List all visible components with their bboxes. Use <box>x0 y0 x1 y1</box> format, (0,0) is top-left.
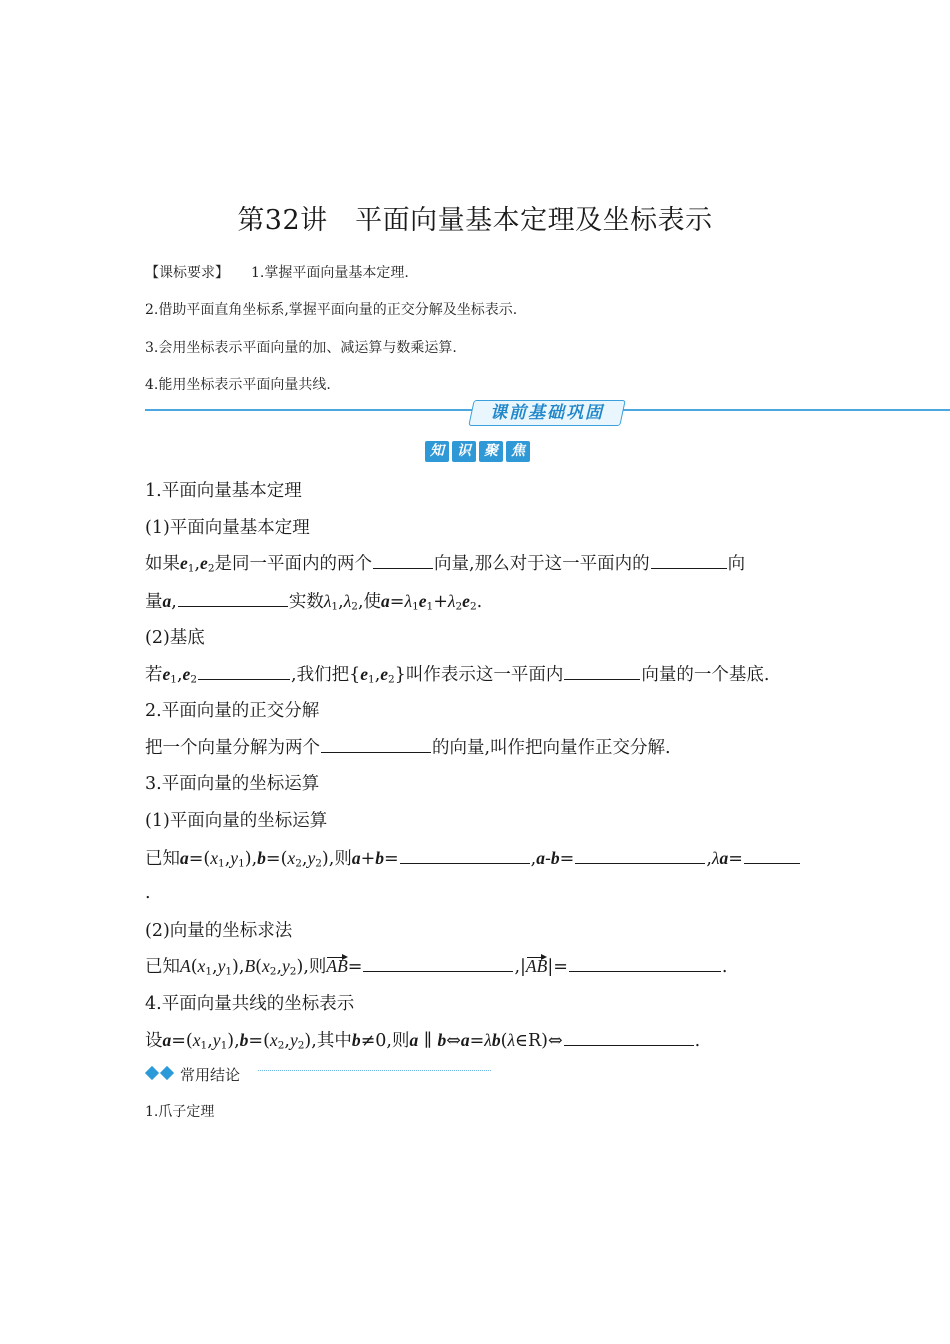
paragraph-vector-coords: 已知$A(x_1,y_1),B(x_2,y_2)$,则AB= ,|AB|= . <box>145 953 727 978</box>
banner-rule-right <box>618 409 950 411</box>
fill-blank[interactable] <box>569 954 721 973</box>
paragraph-collinear: 设$a=(x_1,y_1),b=(x_2,y_2)$,其中b≠0,则a ∥ b⇔a=λb(λ∈R)⇔ . <box>145 1027 700 1052</box>
knowledge-focus-tiles <box>425 441 530 462</box>
paragraph-basis-theorem-1: 如果$e_1,e_2$是同一平面内的两个 向量,那么对于这一平面内的 向 <box>145 550 745 575</box>
paragraph-basis-theorem-2: 量a, 实数$\lambda_1,\lambda_2$,使$a=\lambda_1e_1+\lambda_2e_2$. <box>145 588 482 613</box>
fill-blank[interactable] <box>321 735 431 754</box>
fill-blank[interactable] <box>400 846 530 865</box>
heading-2: 2.平面向量的正交分解 <box>145 701 320 721</box>
requirements-item-1: 【课标要求】 1.掌握平面向量基本定理. <box>145 265 409 281</box>
diamond-icon <box>160 1066 174 1080</box>
heading-1-2: (2)基底 <box>145 628 205 648</box>
requirements-tag: 【课标要求】 <box>145 265 229 281</box>
fill-blank[interactable] <box>575 846 705 865</box>
heading-1-1: (1)平面向量基本定理 <box>145 518 310 538</box>
conclusion-item-1: 1.爪子定理 <box>145 1104 215 1120</box>
fill-blank[interactable] <box>373 551 433 570</box>
paragraph-orthogonal: 把一个向量分解为两个 的向量,叫作把向量作正交分解. <box>145 734 671 759</box>
fill-blank[interactable] <box>651 551 727 570</box>
fill-blank[interactable] <box>564 662 640 681</box>
tile-3: 聚 <box>479 441 503 462</box>
heading-4: 4.平面向量共线的坐标表示 <box>145 994 355 1014</box>
tile-4: 焦 <box>506 441 530 462</box>
section-banner: 课前基础巩固 <box>468 400 626 426</box>
diamond-icon <box>145 1066 159 1080</box>
fill-blank[interactable] <box>744 846 800 865</box>
requirements-item-2: 2.借助平面直角坐标系,掌握平面向量的正交分解及坐标表示. <box>145 302 518 318</box>
conclusion-label: 常用结论 <box>180 1066 241 1084</box>
page-title: 第32讲 平面向量基本定理及坐标表示 <box>237 205 713 236</box>
tile-1: 知 <box>425 441 449 462</box>
requirements-item-3: 3.会用坐标表示平面向量的加、减运算与数乘运算. <box>145 340 457 356</box>
dotted-rule <box>258 1070 491 1071</box>
requirements-item-4: 4.能用坐标表示平面向量共线. <box>145 377 331 393</box>
paragraph-basis: 若$e_1,e_2$ ,我们把$\{e_1,e_2\}$叫作表示这一平面内 向量的一个基底. <box>145 661 769 686</box>
heading-3: 3.平面向量的坐标运算 <box>145 774 320 794</box>
fill-blank[interactable] <box>178 589 288 608</box>
fill-blank[interactable] <box>363 954 513 973</box>
heading-3-2: (2)向量的坐标求法 <box>145 921 293 941</box>
heading-1: 1.平面向量基本定理 <box>145 481 302 501</box>
fill-blank[interactable] <box>564 1028 694 1047</box>
continuation-period: . <box>145 883 151 903</box>
fill-blank[interactable] <box>198 662 290 681</box>
paragraph-coordinate-ops: 已知$a=(x_1,y_1),b=(x_2,y_2)$,则a+b= ,a-b= ,λa= <box>145 845 801 870</box>
tile-2: 识 <box>452 441 476 462</box>
heading-3-1: (1)平面向量的坐标运算 <box>145 811 328 831</box>
banner-rule-left <box>145 409 473 411</box>
